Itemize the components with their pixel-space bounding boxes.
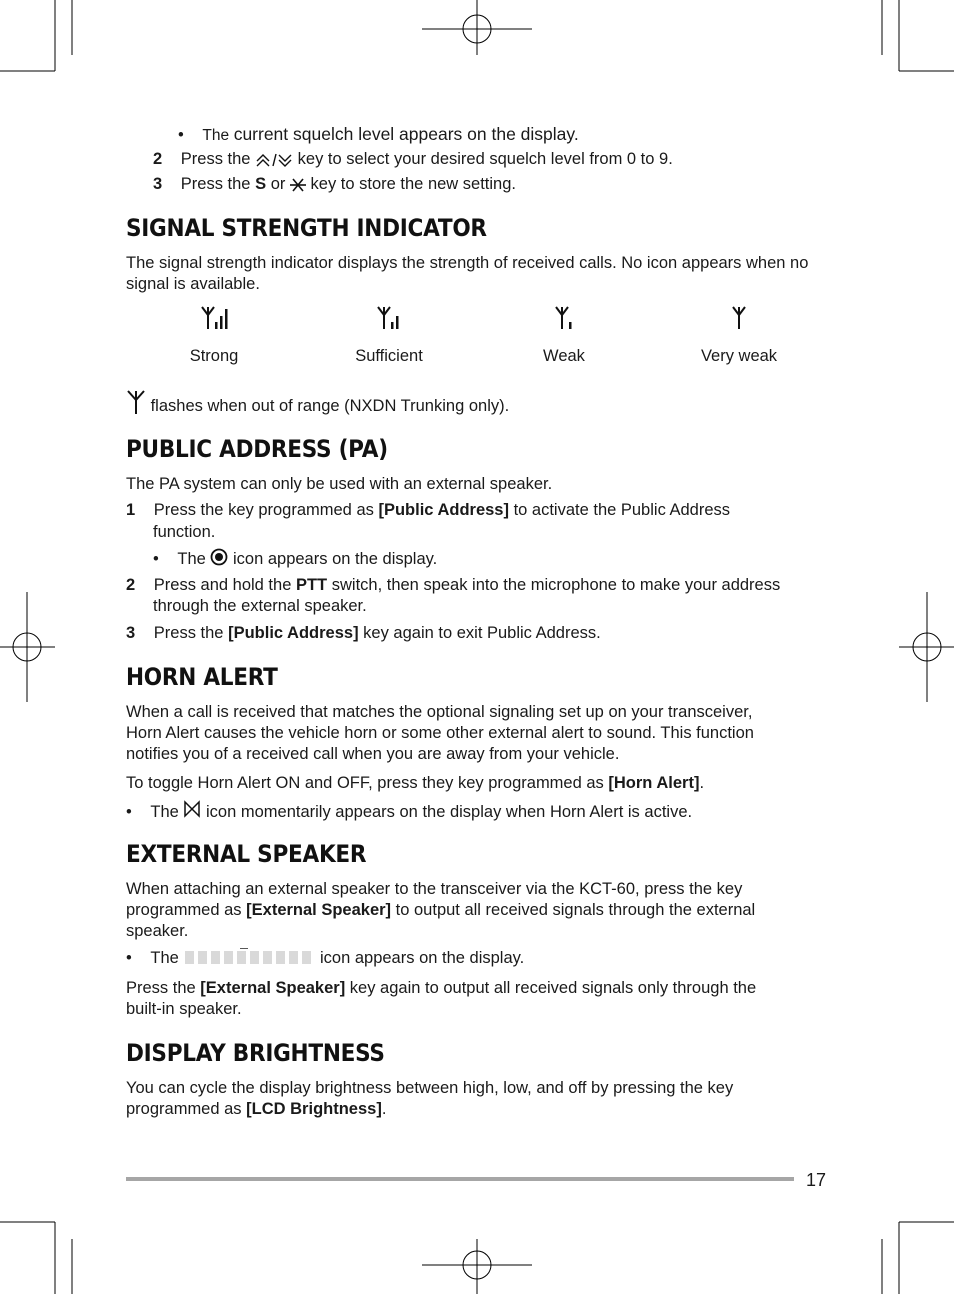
squelch-step-3: 3 Press the S or key to store the new setting. bbox=[153, 175, 516, 193]
pa-bullet: • The icon appears on the display. bbox=[153, 550, 438, 568]
signal-description: The signal strength indicator displays the strength of received calls. No icon appears when no signal is available. bbox=[126, 254, 809, 293]
antenna-icon bbox=[126, 389, 146, 415]
squelch-bullet: • The current squelch level appears on the display. bbox=[178, 124, 579, 144]
footer-rule bbox=[126, 1177, 794, 1181]
ext-para2-line-2: built-in speaker. bbox=[126, 1000, 242, 1018]
pa-step-1: 1 Press the key programmed as [Public Address] to activate the Public Address bbox=[126, 501, 731, 519]
lcd-segment-display-icon bbox=[183, 948, 315, 966]
horn-para-line-3: notifies you of a received call when you are away from your vehicle. bbox=[126, 745, 620, 763]
ext-para2-line-1: Press the [External Speaker] key again to output all received signals only through the bbox=[126, 979, 757, 997]
signal-label-weak: Weak bbox=[543, 347, 585, 365]
signal-very-weak-icon bbox=[732, 305, 748, 331]
horn-alert-icon bbox=[183, 800, 201, 818]
pa-step-2-cont: through the external speaker. bbox=[153, 597, 367, 615]
step-number: 2 bbox=[126, 576, 136, 594]
horn-toggle-para: To toggle Horn Alert ON and OFF, press they key programmed as [Horn Alert]. bbox=[126, 774, 705, 792]
ext-para-line-2: programmed as [External Speaker] to output all received signals through the external bbox=[126, 901, 756, 919]
signal-label-strong: Strong bbox=[189, 347, 239, 365]
pa-step-1-cont: function. bbox=[153, 523, 216, 541]
horn-bullet: • The icon momentarily appears on the display when Horn Alert is active. bbox=[126, 800, 692, 823]
pa-step-3: 3 Press the [Public Address] key again to exit Public Address. bbox=[126, 624, 601, 642]
step-number: 1 bbox=[126, 501, 136, 519]
pa-step-2: 2 Press and hold the PTT switch, then speak into the microphone to make your address bbox=[126, 576, 781, 594]
brightness-line-1: You can cycle the display brightness between high, low, and off by pressing the key bbox=[126, 1079, 734, 1097]
horn-para-line-1: When a call is received that matches the optional signaling set up on your transceiver, bbox=[126, 703, 753, 721]
signal-sufficient-icon bbox=[377, 305, 403, 331]
horn-heading: HORN ALERT bbox=[126, 663, 278, 691]
public-address-icon bbox=[210, 548, 228, 566]
bullet-prefix: The bbox=[202, 127, 230, 144]
pa-intro: The PA system can only be used with an external speaker. bbox=[126, 475, 553, 493]
brightness-line-2: programmed as [LCD Brightness]. bbox=[126, 1100, 387, 1118]
signal-weak-icon bbox=[555, 305, 575, 331]
ext-para-line-1: When attaching an external speaker to the transceiver via the KCT-60, press the key bbox=[126, 880, 743, 898]
ext-heading: EXTERNAL SPEAKER bbox=[126, 840, 367, 868]
page-number: 17 bbox=[806, 1170, 827, 1190]
pa-heading: PUBLIC ADDRESS (PA) bbox=[126, 435, 388, 463]
signal-strong-icon bbox=[201, 305, 229, 331]
ext-bullet: • The icon appears on the display. bbox=[126, 949, 525, 967]
horn-para-line-2: Horn Alert causes the vehicle horn or some other external alert to sound. This function bbox=[126, 724, 754, 742]
squelch-step-2: 2 Press the key to select your desired squelch level from 0 to 9. bbox=[153, 150, 673, 168]
up-down-keys-icon bbox=[255, 152, 293, 168]
ext-para-line-3: speaker. bbox=[126, 922, 189, 940]
step-number: 2 bbox=[153, 150, 163, 168]
brightness-heading: DISPLAY BRIGHTNESS bbox=[126, 1039, 385, 1067]
signal-label-sufficient: Sufficient bbox=[355, 347, 423, 365]
signal-heading: SIGNAL STRENGTH INDICATOR bbox=[126, 214, 487, 242]
cancel-key-icon bbox=[290, 177, 306, 193]
bullet-text: current squelch level appears on the display. bbox=[233, 124, 579, 144]
signal-range-note: flashes when out of range (NXDN Trunking only). bbox=[126, 389, 509, 417]
step-number: 3 bbox=[126, 624, 136, 642]
step-number: 3 bbox=[153, 175, 163, 193]
signal-label-very-weak: Very weak bbox=[700, 347, 778, 365]
